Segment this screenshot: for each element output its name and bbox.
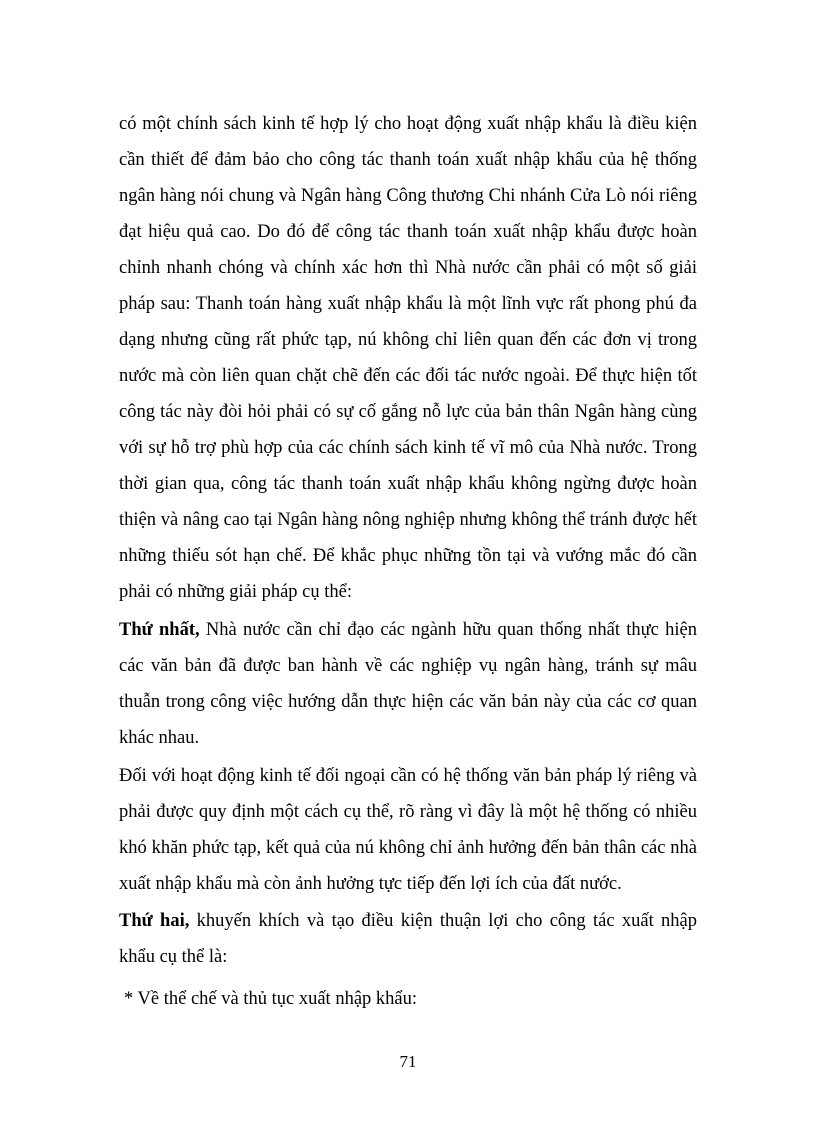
body-paragraph-4: [119, 903, 697, 975]
body-paragraph-5: [124, 981, 684, 1017]
paragraph-text: khuyến khích và tạo điều kiện thuận lợi cho công tác xuất nhập khẩu cụ thể là:: [119, 911, 697, 967]
body-paragraph-1: [119, 106, 697, 610]
body-paragraph-3: [119, 758, 697, 902]
paragraph-text: * Về thể chế và thủ tục xuất nhập khẩu:: [124, 989, 418, 1009]
body-paragraph-2: [119, 612, 697, 756]
paragraph-lead: Thứ hai,: [119, 911, 190, 931]
paragraph-text: Nhà nước cần chỉ đạo các ngành hữu quan thống nhất thực hiện các văn bản đã được ban hành về các nghiệp vụ ngân hàng, tránh sự mâu thuẫn trong công việc hướng dẫn thực hiện các văn bản này của các cơ quan khác nhau.: [119, 620, 698, 748]
paragraph-text: Đối với hoạt động kinh tế đối ngoại cần có hệ thống văn bản pháp lý riêng và phải được quy định một cách cụ thể, rõ ràng vì đây là một hệ thống có nhiều khó khăn phức tạp, kết quả của nú không chỉ ảnh hưởng đến bản thân các nhà xuất nhập khẩu mà còn ảnh hưởng tực tiếp đến lợi ích của đất nước.: [119, 766, 697, 894]
paragraph-text: có một chính sách kinh tế hợp lý cho hoạt động xuất nhập khẩu là điều kiện cần thiết để đảm bảo cho công tác thanh toán xuất nhập khẩu của hệ thống ngân hàng nói chung và Ngân hàng Công thương Chi nhánh Cửa Lò nói riêng đạt hiệu quả cao. Do đó để công tác thanh toán xuất nhập khẩu được hoàn chỉnh nhanh chóng và chính xác hơn thì Nhà nước cần phải có một số giải pháp sau: Thanh toán hàng xuất nhập khẩu là một lĩnh vực rất phong phú đa dạng nhưng cũng rất phức tạp, nú không chỉ liên quan đến các đơn vị trong nước mà còn liên quan chặt chẽ đến các đối tác nước ngoài. Để thực hiện tốt công tác này đòi hỏi phải có sự cố gắng nỗ lực của bản thân Ngân hàng cùng với sự hỗ trợ phù hợp của các chính sách kinh tế vĩ mô của Nhà nước. Trong thời gian qua, công tác thanh toán xuất nhập khẩu không ngừng được hoàn thiện và nâng cao tại Ngân hàng nông nghiệp nhưng không thể tránh được hết những thiếu sót hạn chế. Để khắc phục những tồn tại và vướng mắc đó cần phải có những giải pháp cụ thể:: [119, 114, 697, 602]
page-number: 71: [399, 1052, 417, 1071]
paragraph-lead: Thứ nhất,: [119, 620, 200, 640]
